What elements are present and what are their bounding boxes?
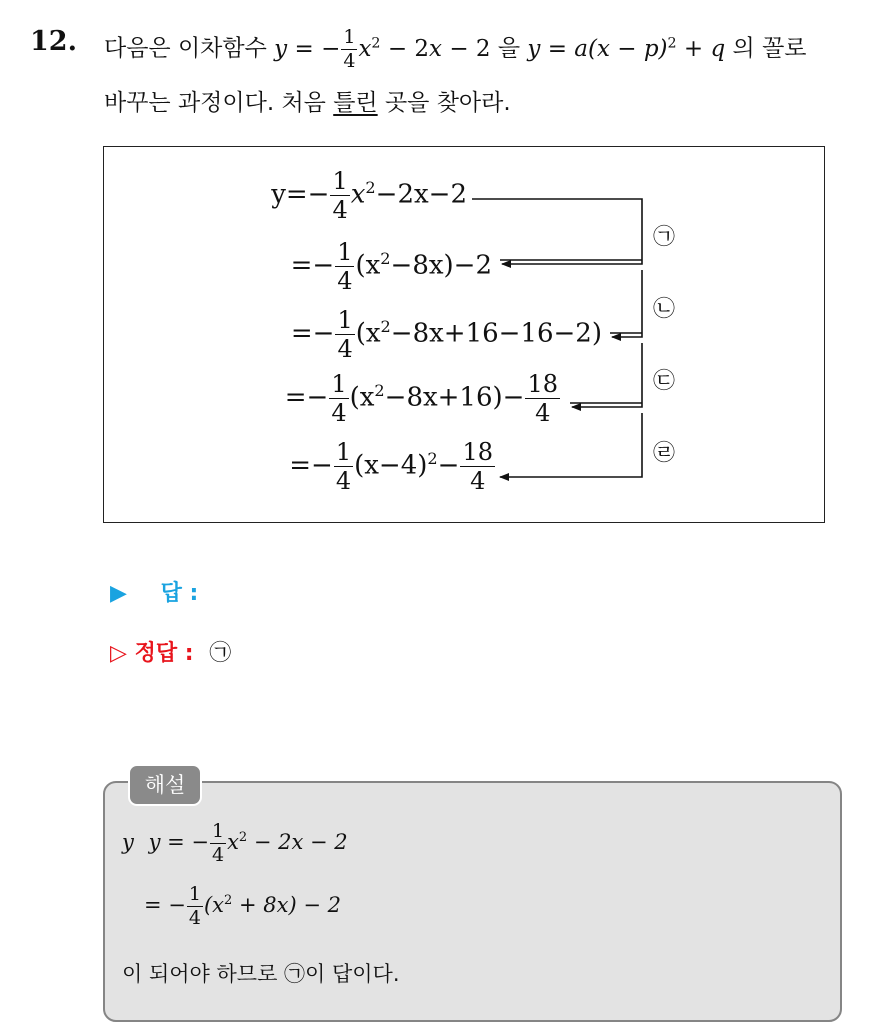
- marker-a: ㉠: [653, 225, 676, 250]
- arrow-b: [612, 270, 642, 337]
- solution-line-2-rest: + 8x) − 2: [232, 893, 341, 917]
- step-1-sup: 2: [365, 177, 376, 197]
- vertex-form-q: + q: [683, 35, 726, 62]
- solution-fraction-2: $\frac{1}{4}$: [188, 883, 201, 929]
- marker-c: ㉢: [653, 369, 676, 394]
- step-2-sup: 2: [380, 248, 391, 268]
- step-5-tail: −: [437, 450, 460, 481]
- equals: =: [294, 35, 314, 62]
- step-1-tail: −2x−2: [375, 179, 467, 210]
- step-3-tail: −8x+16−16−2): [390, 318, 602, 349]
- solution-fraction-1: $\frac{1}{4}$: [211, 820, 225, 866]
- step-4-sup: 2: [374, 380, 385, 400]
- minus: −: [321, 35, 341, 62]
- step-4-post: (x: [349, 382, 375, 413]
- question-text-suffix: 의 꼴로: [732, 35, 807, 62]
- question-line-2-a: 바꾸는 과정이다. 처음: [104, 90, 326, 116]
- step-5-post: (x−4): [354, 450, 428, 481]
- marker-b: ㉡: [653, 297, 676, 322]
- correct-answer-row: [110, 636, 231, 667]
- answer-row: [110, 576, 198, 607]
- vertex-form-exponent: 2: [667, 34, 677, 51]
- step-1-fraction: $\frac{1}{4}$: [332, 167, 348, 224]
- step-1-pre: y=−: [271, 179, 330, 210]
- derivation-box: [103, 146, 825, 523]
- var-y: y: [274, 35, 288, 62]
- underlined-word: 틀린: [333, 90, 378, 116]
- correct-answer-label: 정답 :: [134, 641, 194, 666]
- solution-line-2-lhs: = −: [144, 893, 186, 917]
- step-2-post: (x: [355, 250, 381, 281]
- arrow-c: [572, 343, 642, 407]
- step-3-sup: 2: [380, 316, 391, 336]
- step-4-fraction: $\frac{1}{4}$: [331, 370, 347, 427]
- fraction-one-quarter: $\frac{1}{4}$: [343, 26, 356, 72]
- step-3-post: (x: [355, 318, 381, 349]
- arrow-d: [500, 413, 642, 477]
- arrow-a: [472, 199, 642, 264]
- step-2-tail: −8x)−2: [390, 250, 492, 281]
- marker-d: ㉣: [653, 441, 676, 466]
- term-minus-two: − 2: [387, 35, 430, 62]
- solution-line-2-sup: 2: [224, 893, 233, 908]
- question-line-2: [104, 88, 511, 118]
- solution-var-y: y: [122, 830, 134, 854]
- step-1-post: x: [350, 179, 366, 210]
- play-filled-icon: ▶: [110, 581, 127, 606]
- derivation-arrows: [104, 147, 826, 524]
- step-4-fraction-18: $\frac{18}{4}$: [527, 370, 558, 427]
- play-outline-icon: ▷: [110, 641, 127, 666]
- solution-line-3: 이 되어야 하므로 ㉠이 답이다.: [122, 962, 400, 986]
- correct-answer-value: ㉠: [209, 641, 232, 666]
- step-5-fraction: $\frac{1}{4}$: [335, 438, 352, 495]
- vertex-form: [527, 36, 725, 62]
- solution-line-2: [144, 885, 341, 928]
- step-5-fraction-18: $\frac{18}{4}$: [462, 438, 493, 495]
- solution-line-1-sup: 2: [238, 830, 248, 845]
- step-4-tail: −8x+16)−: [384, 382, 525, 413]
- var-x: x: [358, 35, 372, 62]
- particle-eul: 을: [497, 35, 521, 62]
- question-text-prefix: 다음은 이차함수: [104, 35, 267, 62]
- solution-line-1: [122, 822, 348, 865]
- step-3-fraction: $\frac{1}{4}$: [337, 306, 353, 363]
- question-number: 12.: [30, 26, 77, 57]
- solution-line-1-rest: − 2x − 2: [247, 830, 348, 854]
- question-line-1: [104, 28, 807, 71]
- exponent: 2: [371, 34, 381, 51]
- answer-label: 답 :: [160, 581, 199, 606]
- solution-line-2-paren: (x: [203, 893, 225, 917]
- solution-line-1-x: x: [227, 830, 239, 854]
- solution-tag: 해설: [128, 764, 202, 806]
- step-3-pre: =−: [290, 318, 335, 349]
- constant-term: − 2: [449, 35, 491, 62]
- question-function: [274, 26, 498, 72]
- vertex-form-body: y = a(x − p): [527, 35, 668, 62]
- step-5-sup: 2: [427, 448, 438, 468]
- var-x-2: x: [429, 35, 443, 62]
- solution-line-1-lhs: y = −: [148, 830, 209, 854]
- step-2-pre: =−: [290, 250, 335, 281]
- question-line-2-b: 곳을 찾아라.: [384, 90, 511, 116]
- step-4-pre: =−: [284, 382, 329, 413]
- step-2-fraction: $\frac{1}{4}$: [337, 238, 353, 295]
- step-5-pre: =−: [289, 450, 333, 481]
